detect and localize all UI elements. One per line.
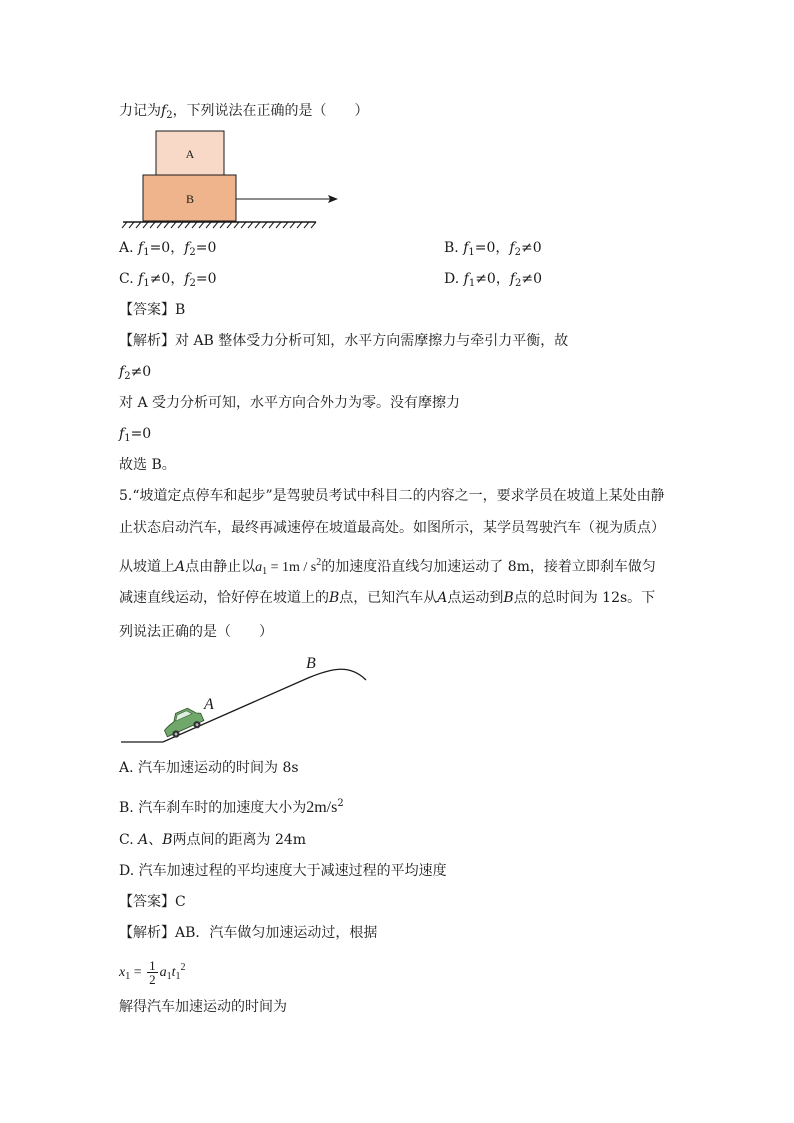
car-icon xyxy=(160,704,206,741)
q4-equation-2: $f_1=0$ xyxy=(119,426,152,444)
q4-option-c: C. $f_1\ne 0$，$f_2=0$ xyxy=(119,271,217,289)
block-b-label: B xyxy=(185,192,195,206)
q5-formula: $x_1$ = $\frac{1}{2}$ $a_1t_1^2$ xyxy=(119,958,186,988)
q5-option-b: B. 汽车刹车时的加速度大小为$2m/s^2$ xyxy=(119,798,344,816)
q4-answer: 【答案】B xyxy=(119,302,186,318)
block-a-label: A xyxy=(185,147,195,161)
point-b-label: B xyxy=(306,655,316,672)
q5-analysis-2: 解得汽车加速运动的时间为 xyxy=(119,999,287,1015)
q4-option-d: D. $f_1\ne 0$，$f_2\ne 0$ xyxy=(444,271,543,289)
fraction-one-half: $\frac{1}{2}$ xyxy=(149,958,156,988)
q4-blocks-figure xyxy=(120,126,350,230)
q5-stem-line-3: 从坡道上A点由静止以$a_1 = 1m / s^2$的加速度沿直线匀加速运动了 8m，接着立即刹车做匀 xyxy=(119,557,656,577)
q4-option-b: B. $f_1=0$，$f_2\ne 0$ xyxy=(444,240,542,258)
q5-stem-line-1: 5.“坡道定点停车和起步”是驾驶员考试中科目二的内容之一，要求学员在坡道上某处由静 xyxy=(119,488,665,504)
ground-hatch xyxy=(122,222,316,228)
q5-option-c: C. A、B两点间的距离为 24m xyxy=(119,832,307,848)
q5-stem-line-2: 止状态启动汽车，最终再减速停在坡道最高处。如图所示，某学员驾驶汽车（视为质点） xyxy=(119,520,665,536)
q4-stem: 力记为$f_2$，下列说法在正确的是（ ） xyxy=(119,103,369,121)
q4-option-a: A. $f_1=0$，$f_2=0$ xyxy=(119,240,217,258)
point-a-label: A xyxy=(204,696,214,713)
q4-equation-1: $f_2\ne 0$ xyxy=(119,364,152,382)
q5-stem-line-4: 减速直线运动，恰好停在坡道上的B点，已知汽车从A点运动到B点的总时间为 12s。下 xyxy=(119,590,656,606)
q5-option-a: A. 汽车加速运动的时间为 8s xyxy=(119,760,299,776)
q4-analysis-2: 对 A 受力分析可知，水平方向合外力为零。没有摩擦力 xyxy=(119,395,461,411)
q5-option-d: D. 汽车加速过程的平均速度大于减速过程的平均速度 xyxy=(119,863,447,879)
q4-analysis-1: 【解析】对 AB 整体受力分析可知，水平方向需摩擦力与牵引力平衡，故 xyxy=(119,333,569,349)
q4-conclusion: 故选 B。 xyxy=(119,457,176,473)
q5-stem-line-5: 列说法正确的是（ ） xyxy=(119,624,273,640)
q5-analysis-1: 【解析】AB．汽车做匀加速运动过，根据 xyxy=(119,925,378,941)
q5-answer: 【答案】C xyxy=(119,894,186,910)
q5-slope-figure xyxy=(118,648,374,748)
slope-path xyxy=(121,669,366,742)
